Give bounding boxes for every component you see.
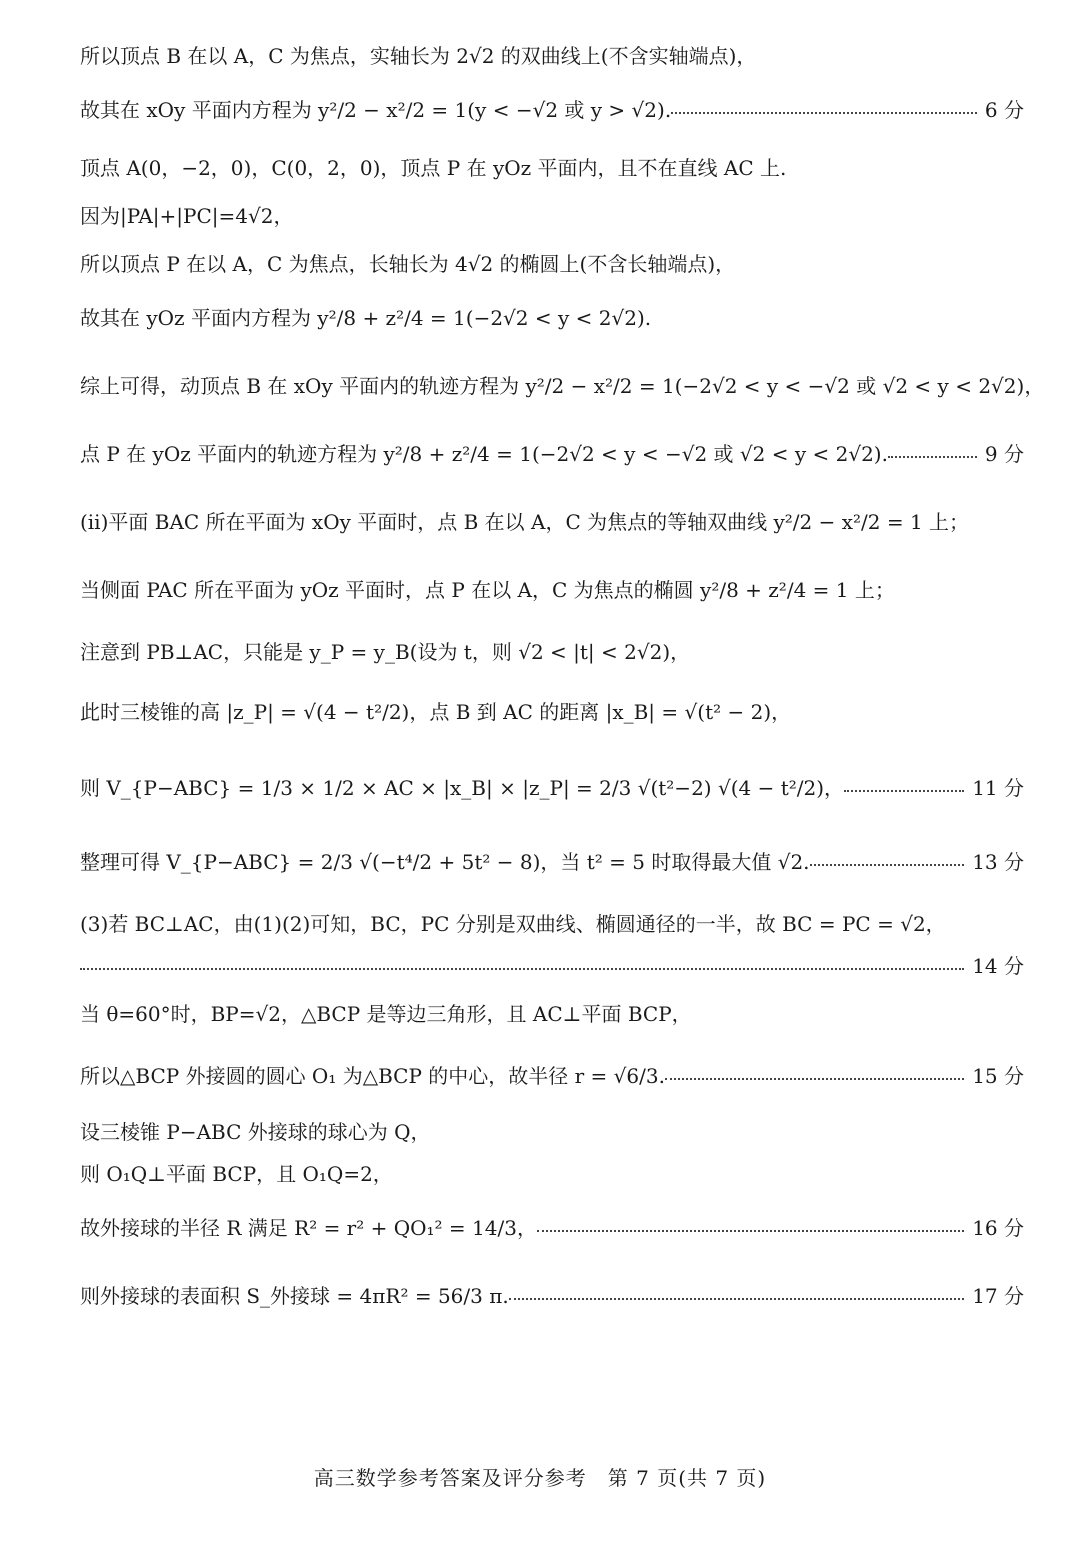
line-5 — [80, 254, 1024, 274]
line-text: 则 V_{P−ABC} = 1/3 × 1/2 × AC × |x_B| × |z_P| = 2/3 √(t²−2) √(4 − t²/2)， — [80, 776, 845, 800]
line-text: 故外接球的半径 R 满足 R² = r² + QO₁² = 14/3， — [80, 1216, 537, 1240]
line-22 — [80, 1286, 1024, 1306]
score: 17 分 — [972, 1284, 1024, 1308]
line-15 — [80, 914, 1024, 934]
line-text: 所以△BCP 外接圆的圆心 O₁ 为△BCP 的中心，故半径 r = √6/3. — [80, 1064, 665, 1088]
line-9 — [80, 512, 1024, 532]
line-text: 故其在 yOz 平面内方程为 y²/8 + z²/4 = 1(−2√2 < y < 2√2). — [80, 306, 652, 330]
line-1 — [80, 46, 1024, 66]
page-footer: 高三数学参考答案及评分参考 第 7 页(共 7 页) — [313, 1466, 767, 1490]
score: 16 分 — [972, 1216, 1024, 1240]
line-text: 设三棱锥 P−ABC 外接球的球心为 Q， — [80, 1120, 431, 1144]
line-text: 所以顶点 P 在以 A，C 为焦点，长轴长为 4√2 的椭圆上(不含长轴端点)， — [80, 252, 736, 276]
line-11 — [80, 642, 1024, 662]
line-text: 则外接球的表面积 S_外接球 = 4πR² = 56/3 π. — [80, 1284, 509, 1308]
line-text: (ⅱ)平面 BAC 所在平面为 xOy 平面时，点 B 在以 A，C 为焦点的等轴双曲线 y²/2 − x²/2 = 1 上； — [80, 510, 970, 534]
line-19 — [80, 1122, 1024, 1142]
dot-leader — [509, 1292, 964, 1300]
dot-leader — [537, 1224, 964, 1232]
line-7 — [80, 374, 1045, 398]
line-text: 所以顶点 B 在以 A，C 为焦点，实轴长为 2√2 的双曲线上(不含实轴端点)， — [80, 44, 757, 68]
line-text: 顶点 A(0，−2，0)，C(0，2，0)，顶点 P 在 yOz 平面内，且不在直线 AC 上. — [80, 156, 787, 180]
line-text: 故其在 xOy 平面内方程为 y²/2 − x²/2 = 1(y < −√2 或 y > √2). — [80, 98, 672, 122]
line-text: 则 O₁Q⊥平面 BCP，且 O₁Q=2， — [80, 1162, 393, 1186]
dot-leader — [888, 450, 977, 458]
score: 13 分 — [972, 850, 1024, 874]
dot-leader — [810, 858, 965, 866]
line-18 — [80, 1066, 1024, 1086]
line-8 — [80, 444, 1024, 464]
line-2 — [80, 100, 1024, 120]
line-17 — [80, 1004, 1024, 1024]
line-21 — [80, 1218, 1024, 1238]
line-text: 点 P 在 yOz 平面内的轨迹方程为 y²/8 + z²/4 = 1(−2√2 < y < −√2 或 √2 < y < 2√2). — [80, 442, 888, 466]
score: 14 分 — [972, 954, 1024, 978]
line-6 — [80, 308, 1024, 328]
score: 6 分 — [984, 98, 1024, 122]
line-text: 当 θ=60°时，BP=√2，△BCP 是等边三角形，且 AC⊥平面 BCP， — [80, 1002, 692, 1026]
dot-leader — [671, 106, 977, 114]
dot-leader — [844, 784, 964, 792]
dot-leader — [80, 962, 964, 970]
line-text: 此时三棱锥的高 |z_P| = √(4 − t²/2)，点 B 到 AC 的距离 |x_B| = √(t² − 2)， — [80, 700, 792, 724]
line-13 — [80, 778, 1024, 798]
score: 9 分 — [984, 442, 1024, 466]
score: 15 分 — [972, 1064, 1024, 1088]
dot-leader — [665, 1072, 964, 1080]
line-12 — [80, 702, 1024, 722]
line-text: 综上可得，动顶点 B 在 xOy 平面内的轨迹方程为 y²/2 − x²/2 = 1(−2√2 < y < −√2 或 √2 < y < 2√2)， — [80, 374, 1045, 398]
line-text: 当侧面 PAC 所在平面为 yOz 平面时，点 P 在以 A，C 为焦点的椭圆 y²/8 + z²/4 = 1 上； — [80, 578, 895, 602]
line-text: 因为|PA|+|PC|=4√2， — [80, 204, 294, 228]
line-3 — [80, 158, 1024, 178]
line-10 — [80, 580, 1024, 600]
score: 11 分 — [972, 776, 1024, 800]
line-14 — [80, 852, 1024, 872]
line-20 — [80, 1164, 1024, 1184]
line-4 — [80, 206, 1024, 226]
line-text: 整理可得 V_{P−ABC} = 2/3 √(−t⁴/2 + 5t² − 8)，当 t² = 5 时取得最大值 √2. — [80, 850, 810, 874]
line-16 — [80, 956, 1024, 976]
line-text: 注意到 PB⊥AC，只能是 y_P = y_B(设为 t，则 √2 < |t| < 2√2)， — [80, 640, 691, 664]
line-text: (3)若 BC⊥AC，由(1)(2)可知，BC，PC 分别是双曲线、椭圆通径的一半，故 BC = PC = √2， — [80, 912, 946, 936]
